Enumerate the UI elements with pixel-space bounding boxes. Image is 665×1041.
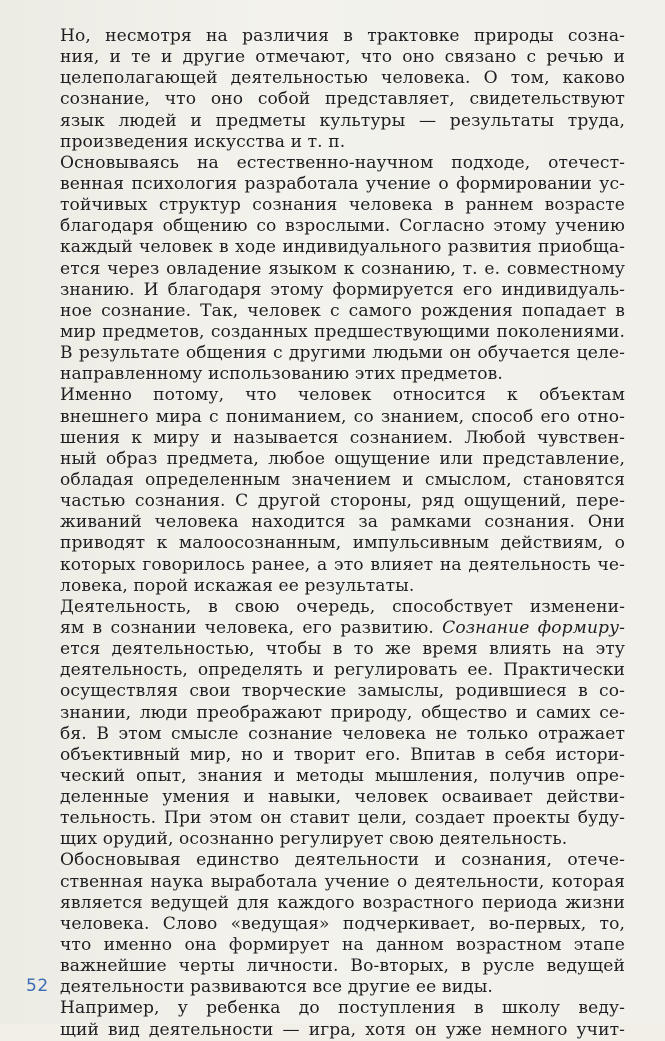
text-line: внешнего мира с пониманием, со знанием, способ его отно- bbox=[60, 406, 625, 427]
text-line: В результате общения с другими людьми он обучается целе- bbox=[60, 343, 625, 364]
text-line: мир предметов, созданных предшествующими поколениями. bbox=[60, 321, 625, 342]
text-line: важнейшие черты личности. Во-вторых, в русле ведущей bbox=[60, 956, 625, 977]
text-line: знанию. И благодаря этому формируется его индивидуаль- bbox=[60, 279, 625, 300]
text-line: направленному использованию этих предметов. bbox=[60, 364, 503, 385]
text-line: деятельность, определять и регулировать ее. Практически bbox=[60, 660, 625, 681]
text-line: Именно потому, что человек относится к объектам bbox=[60, 385, 625, 406]
text-line: щий вид деятельности — игра, хотя он уже немного учит- bbox=[60, 1019, 625, 1040]
text-line: благодаря общению со взрослыми. Согласно этому учению bbox=[60, 216, 625, 237]
text-line: знании, люди преображают природу, общество и самих се- bbox=[60, 702, 625, 723]
text-line: Деятельность, в свою очередь, способствует изменени- bbox=[60, 596, 625, 617]
text-line: Основываясь на естественно-научном подходе, отечест- bbox=[60, 152, 625, 173]
text-line: является ведущей для каждого возрастного периода жизни bbox=[60, 892, 625, 913]
page-number: 52 bbox=[26, 976, 49, 996]
text-line: ется через овладение языком к сознанию, т. е. совместному bbox=[60, 258, 625, 279]
text-line: Обосновывая единство деятельности и сознания, отече- bbox=[60, 850, 625, 871]
text-line: венная психология разработала учение о формировании ус- bbox=[60, 173, 625, 194]
text-line: тойчивых структур сознания человека в раннем возрасте bbox=[60, 195, 625, 216]
text-line: тельность. При этом он ставит цели, создает проекты буду- bbox=[60, 808, 625, 829]
text-line: ния, и те и другие отмечают, что оно связано с речью и bbox=[60, 47, 625, 68]
text-line: сознание, что оно собой представляет, свидетельствуют bbox=[60, 89, 625, 110]
text-line: ное сознание. Так, человек с самого рождения попадает в bbox=[60, 300, 625, 321]
body-text bbox=[60, 26, 625, 1041]
text-line: деленные умения и навыки, человек осваивает действи- bbox=[60, 787, 625, 808]
text-line: Например, у ребенка до поступления в школу веду- bbox=[60, 998, 625, 1019]
text-line: бя. В этом смысле сознание человека не только отражает bbox=[60, 723, 625, 744]
text-line: ям в сознании человека, его развитию. Сознание формиру- bbox=[60, 617, 625, 638]
text-line: ется деятельностью, чтобы в то же время влиять на эту bbox=[60, 639, 625, 660]
text-line: деятельности развиваются все другие ее виды. bbox=[60, 977, 493, 998]
text-line: которых говорилось ранее, а это влияет на деятельность че- bbox=[60, 554, 625, 575]
text-line: Но, несмотря на различия в трактовке природы созна- bbox=[60, 26, 625, 46]
text-line: объективный мир, но и творит его. Впитав в себя истори- bbox=[60, 744, 625, 765]
text-line: что именно она формирует на данном возрастном этапе bbox=[60, 935, 625, 956]
text-line: обладая определенным значением и смыслом, становятся bbox=[60, 469, 625, 490]
text-line: осуществляя свои творческие замыслы, родившиеся в со- bbox=[60, 681, 625, 702]
text-line: ловека, порой искажая ее результаты. bbox=[60, 575, 415, 596]
text-line: ный образ предмета, любое ощущение или представление, bbox=[60, 448, 625, 469]
text-line: каждый человек в ходе индивидуального развития приобща- bbox=[60, 237, 625, 258]
text-line: щих орудий, осознанно регулирует свою деятельность. bbox=[60, 829, 568, 850]
text-line: язык людей и предметы культуры — результаты труда, bbox=[60, 110, 625, 131]
text-line: ческий опыт, знания и методы мышления, получив опре- bbox=[60, 765, 625, 786]
text-line: частью сознания. С другой стороны, ряд ощущений, пере- bbox=[60, 491, 625, 512]
text-line: приводят к малоосознанным, импульсивным действиям, о bbox=[60, 533, 625, 554]
text-line: целеполагающей деятельностью человека. О том, каково bbox=[60, 68, 625, 89]
text-line: произведения искусства и т. п. bbox=[60, 131, 346, 152]
text-line: шения к миру и называется сознанием. Любой чувствен- bbox=[60, 427, 625, 448]
text-line: человека. Слово «ведущая» подчеркивает, во-первых, то, bbox=[60, 913, 625, 934]
text-line: ственная наука выработала учение о деятельности, которая bbox=[60, 871, 625, 892]
text-line: живаний человека находится за рамками сознания. Они bbox=[60, 512, 625, 533]
